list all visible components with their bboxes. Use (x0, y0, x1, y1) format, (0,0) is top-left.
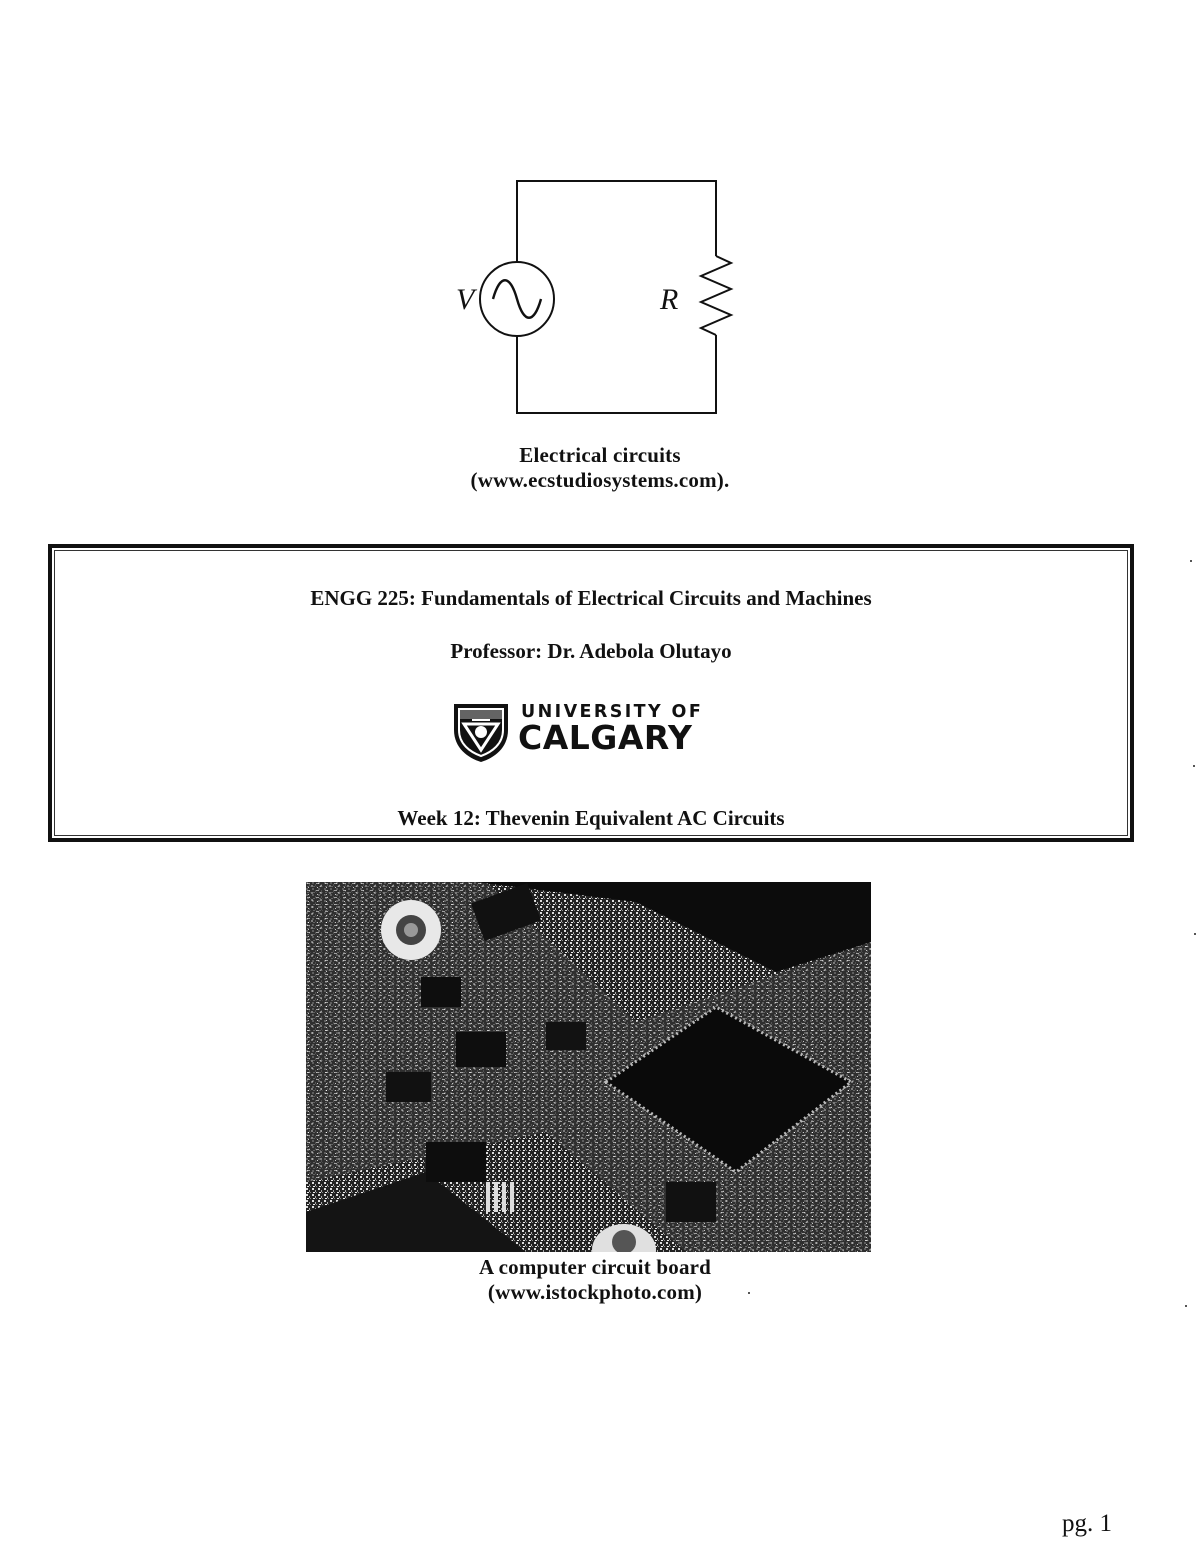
scan-speck (1194, 933, 1196, 935)
circuit-wire-bottom (517, 335, 716, 413)
circuit-diagram (430, 170, 750, 430)
circuit-caption-line2: (www.ecstudiosystems.com). (470, 468, 730, 492)
circuit-caption-line1: Electrical circuits (519, 443, 681, 467)
course-title-box (48, 544, 1134, 842)
scan-speck (1193, 765, 1195, 767)
course-title: ENGG 225: Fundamentals of Electrical Circuits and Machines (310, 586, 872, 610)
photo-caption-line2: (www.istockphoto.com) (487, 1280, 703, 1304)
source-label: V (456, 283, 475, 316)
circuit-caption (300, 443, 900, 493)
resistor-symbol (701, 256, 731, 335)
photo-caption-line1: A computer circuit board (478, 1255, 712, 1279)
crest-icon (450, 700, 512, 764)
circuit-board-photo (306, 882, 871, 1252)
professor-name: Professor: Dr. Adebola Olutayo (450, 639, 732, 663)
scan-speck (1190, 560, 1192, 562)
scan-speck (1185, 1305, 1187, 1307)
logo-text-calgary: CALGARY (518, 718, 693, 757)
circuit-wire-top (517, 181, 716, 262)
week-title: Week 12: Thevenin Equivalent AC Circuits (397, 806, 785, 830)
page-number: pg. 1 (1062, 1510, 1112, 1537)
photo-caption (300, 1255, 890, 1305)
sine-wave-icon (493, 280, 541, 318)
resistor-label: R (660, 283, 679, 316)
circuit-board-image (306, 882, 871, 1252)
scan-speck (748, 1292, 750, 1294)
university-logo (450, 698, 725, 768)
logo-text-university-of: UNIVERSITY OF (521, 702, 704, 722)
